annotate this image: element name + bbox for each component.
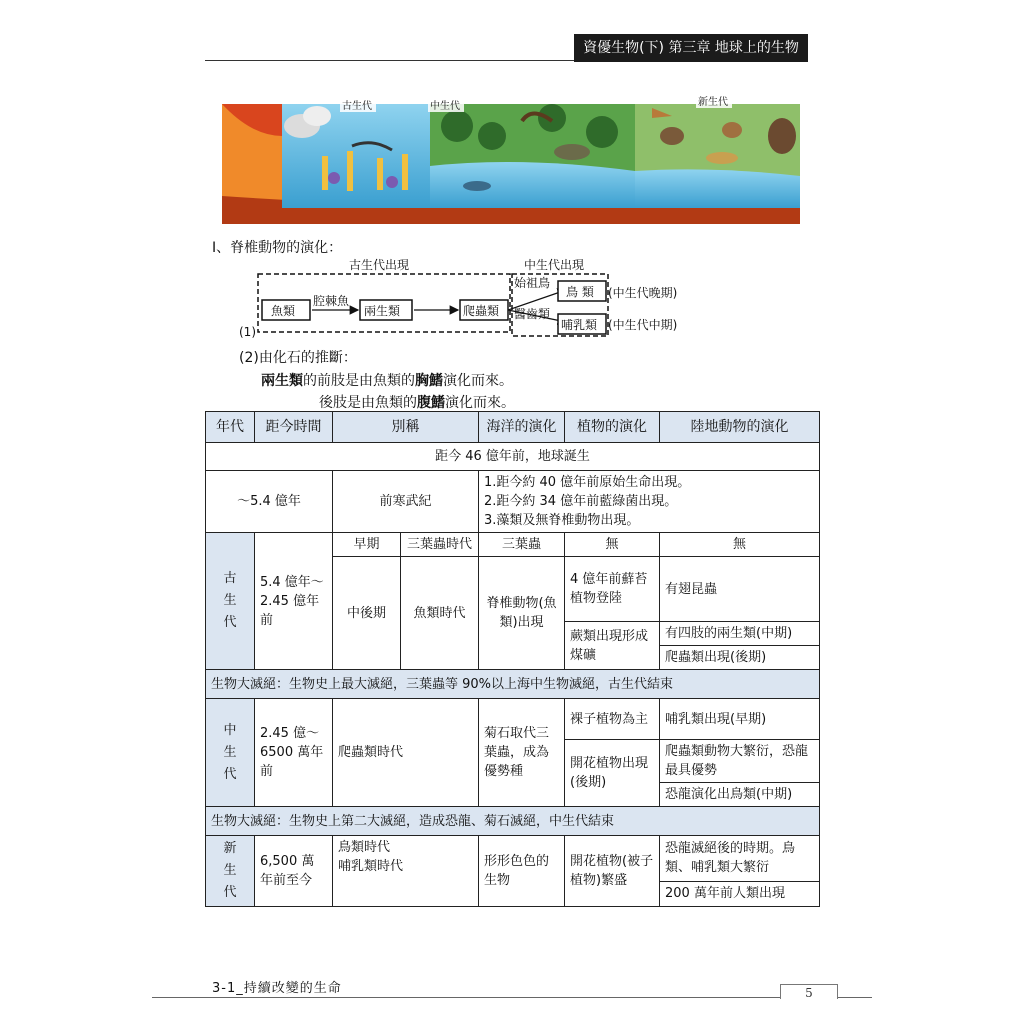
paleozoic-amphibians: 有四肢的兩生類(中期) bbox=[660, 622, 820, 646]
era-paleozoic: 古 生 代 bbox=[206, 533, 255, 670]
term-pelvic-fin: 腹鰭 bbox=[417, 395, 445, 411]
precambrian-events bbox=[479, 471, 820, 533]
table-row bbox=[206, 471, 820, 533]
vertebrate-evolution-diagram bbox=[236, 256, 716, 344]
cenozoic-plants: 開花植物(被子植物)繁盛 bbox=[565, 836, 660, 907]
table-header-row bbox=[206, 412, 820, 443]
cenozoic-marine: 形形色色的生物 bbox=[479, 836, 565, 907]
label-paleozoic-group: 古生代出現 bbox=[349, 258, 410, 272]
paleozoic-fish-age: 魚類時代 bbox=[401, 557, 479, 670]
precambrian-event-3: 3.藻類及無脊椎動物出現。 bbox=[484, 513, 640, 528]
item-marker: (1) bbox=[239, 325, 256, 339]
node-bird: 鳥 類 bbox=[566, 285, 594, 299]
cenozoic-animals: 恐龍滅絕後的時期。鳥類、哺乳類大繁衍 bbox=[660, 836, 820, 882]
node-reptile: 爬蟲類 bbox=[463, 304, 500, 318]
section-title: I、脊椎動物的演化： bbox=[212, 240, 343, 256]
extinction-1: 生物大滅絕：生物史上最大滅絕，三葉蟲等 90%以上海中生物滅絕，古生代結束 bbox=[206, 670, 820, 699]
col-header-land: 陸地動物的演化 bbox=[660, 412, 820, 443]
precambrian-time: ～5.4 億年 bbox=[206, 471, 333, 533]
era-mesozoic: 中 生 代 bbox=[206, 699, 255, 807]
paleozoic-marine-early: 三葉蟲 bbox=[479, 533, 565, 557]
hindlimb-sentence bbox=[319, 392, 515, 412]
table-row bbox=[206, 533, 820, 557]
paleozoic-plants-early: 無 bbox=[565, 533, 660, 557]
precambrian-name: 前寒武紀 bbox=[333, 471, 479, 533]
text-fragment: 後肢是由魚類的 bbox=[319, 395, 417, 411]
note-mammal: (中生代中期) bbox=[608, 318, 678, 332]
paleozoic-insects: 有翅昆蟲 bbox=[660, 557, 820, 622]
link-cynodont: 醫齒類 bbox=[514, 307, 551, 321]
extinction-2: 生物大滅絕：生物史上第二大滅絕，造成恐龍、菊石滅絕，中生代結束 bbox=[206, 807, 820, 836]
mesozoic-name: 爬蟲類時代 bbox=[333, 699, 479, 807]
link-archaeopteryx: 始祖鳥 bbox=[514, 276, 551, 290]
table-row bbox=[206, 807, 820, 836]
era-cenozoic: 新 生 代 bbox=[206, 836, 255, 907]
cenozoic-name-2: 哺乳類時代 bbox=[338, 859, 404, 874]
node-fish: 魚類 bbox=[271, 304, 296, 318]
cenozoic-time: 6,500 萬年前至今 bbox=[255, 836, 333, 907]
precambrian-event-2: 2.距今約 34 億年前藍綠菌出現。 bbox=[484, 494, 678, 509]
node-mammal: 哺乳類 bbox=[561, 318, 598, 332]
forelimb-sentence bbox=[261, 370, 513, 390]
page-number: 5 bbox=[805, 986, 813, 1000]
table-row bbox=[206, 699, 820, 740]
text-fragment: 演化而來。 bbox=[445, 395, 515, 411]
footer-section-title: 3-1_持續改變的生命 bbox=[212, 981, 342, 996]
term-amphibian: 兩生類 bbox=[261, 373, 303, 389]
cenozoic-humans: 200 萬年前人類出現 bbox=[660, 881, 820, 906]
banner-label-cenozoic: 新生代 bbox=[698, 97, 728, 108]
col-header-name: 別稱 bbox=[333, 412, 479, 443]
text-fragment: 的前肢是由魚類的 bbox=[303, 373, 415, 389]
mesozoic-marine: 菊石取代三葉蟲，成為優勢種 bbox=[479, 699, 565, 807]
col-header-era: 年代 bbox=[206, 412, 255, 443]
label-mesozoic-group: 中生代出現 bbox=[524, 258, 585, 272]
evolution-banner-illustration bbox=[222, 96, 800, 224]
paleozoic-land-early: 無 bbox=[660, 533, 820, 557]
paleozoic-mid-late: 中後期 bbox=[333, 557, 401, 670]
note-bird: (中生代晚期) bbox=[608, 286, 678, 300]
paleozoic-time: 5.4 億年～2.45 億年前 bbox=[255, 533, 333, 670]
mesozoic-reptiles: 爬蟲類動物大繁衍，恐龍最具優勢 bbox=[660, 740, 820, 783]
table-row bbox=[206, 670, 820, 699]
text-fragment: 演化而來。 bbox=[443, 373, 513, 389]
cenozoic-name-1: 鳥類時代 bbox=[338, 840, 391, 855]
col-header-time: 距今時間 bbox=[255, 412, 333, 443]
paleozoic-early: 早期 bbox=[333, 533, 401, 557]
paleozoic-trilobite-age: 三葉蟲時代 bbox=[401, 533, 479, 557]
term-pectoral-fin: 胸鰭 bbox=[415, 373, 443, 389]
banner-label-paleozoic: 古生代 bbox=[342, 101, 372, 112]
mesozoic-angiosperms: 開花植物出現(後期) bbox=[565, 740, 660, 807]
mesozoic-birds: 恐龍演化出鳥類(中期) bbox=[660, 783, 820, 807]
mesozoic-gymnosperms: 裸子植物為主 bbox=[565, 699, 660, 740]
table-row bbox=[206, 443, 820, 471]
precambrian-event-1: 1.距今約 40 億年前原始生命出現。 bbox=[484, 475, 691, 490]
node-amphibian: 兩生類 bbox=[364, 304, 401, 318]
paleozoic-fern: 蕨類出現形成煤礦 bbox=[565, 622, 660, 670]
paleozoic-moss: 4 億年前蘚苔植物登陸 bbox=[565, 557, 660, 622]
paleozoic-marine-vertebrates: 脊椎動物(魚類)出現 bbox=[479, 557, 565, 670]
footer-rule bbox=[152, 997, 872, 998]
banner-label-mesozoic: 中生代 bbox=[430, 101, 460, 112]
mesozoic-mammals: 哺乳類出現(早期) bbox=[660, 699, 820, 740]
mesozoic-time: 2.45 億～6500 萬年前 bbox=[255, 699, 333, 807]
evolution-table bbox=[205, 411, 820, 907]
fossil-inference-heading: (2)由化石的推斷： bbox=[239, 350, 357, 366]
earth-birth-cell: 距今 46 億年前，地球誕生 bbox=[206, 443, 820, 471]
chapter-header: 資優生物(下) 第三章 地球上的生物 bbox=[574, 34, 808, 62]
col-header-plants: 植物的演化 bbox=[565, 412, 660, 443]
cenozoic-name bbox=[333, 836, 479, 907]
paleozoic-reptiles: 爬蟲類出現(後期) bbox=[660, 646, 820, 670]
col-header-marine: 海洋的演化 bbox=[479, 412, 565, 443]
table-row bbox=[206, 836, 820, 882]
link-coelacanth: 腔棘魚 bbox=[313, 294, 350, 308]
